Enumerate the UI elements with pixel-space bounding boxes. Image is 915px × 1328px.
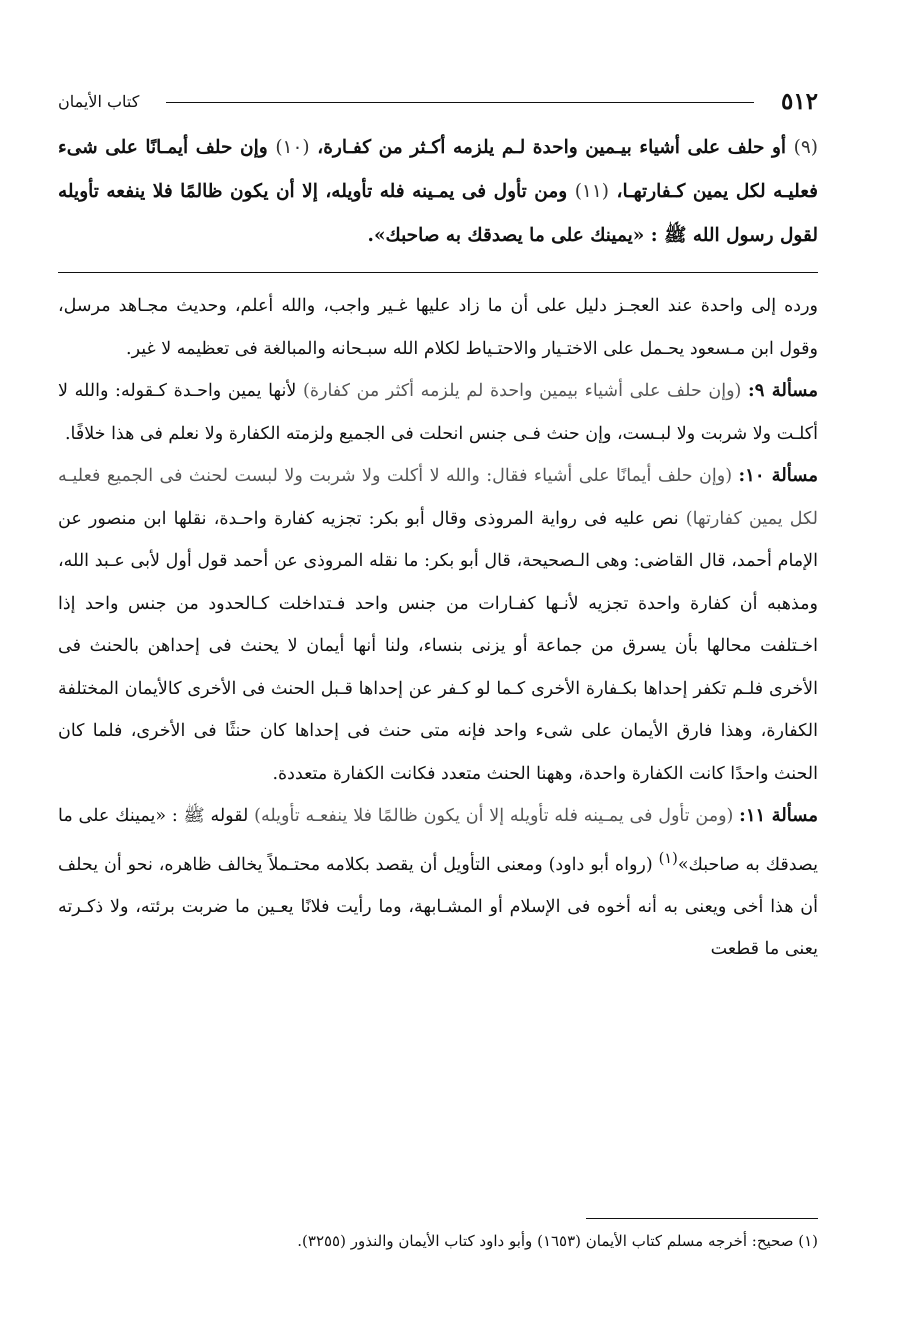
- masala-9-label: مسألة ٩:: [748, 380, 819, 401]
- matn-text: [58, 126, 818, 258]
- masala-10-text: نص عليه فى رواية المروذى وقال أبو بكر: تجزيه كفارة واحـدة، نقلها ابن منصور عن الإمام أحمد، قال القاضى: وهى الـصحيحة، قال أبو بكر: ما نقله المروذى عن أحمد قول أول لأبى عـبد الله، ومذهبه أن كفارة واحدة تجزيه لأنـها كفـارات من جنس واحد فـتداخلت كـالحدود من جنس واحد إذا اخـتلفت محالها بأن يسرق من جماعة أو يزنى بنساء، ولنا أنها أيمان لا يحنث فى إحداهن بالحنث فى الأخرى فلـم تكفر إحداها بكـفارة الأخرى كـما لو كـفر عن إحداها قـبل الحنث فى الأخرى كالأيمان المختلفة الكفارة، وهذا فارق الأيمان على شىء واحد فإنه متى حنث فى إحداها كان حنثًا فى الأخرى، فلما كان الحنث واحدًا كانت الكفارة واحدة، وههنا الحنث متعدد فكانت الكفارة متعددة.: [58, 508, 818, 784]
- masala-10-quote: (وإن حلف أيمانًا على أشياء فقال: والله لا أكلت ولا شربت ولا لبست لحنث فى الجميع فعليـه لكل يمين كفارتها): [58, 466, 818, 529]
- masala-9-text: لأنها يمين واحـدة كـقوله: والله لا أكلـت ولا شربت ولا لبـست، وإن حنث فـى جنس انحلت فى الجميع ولزمته الكفارة ولا نعلم فى هذا خلافًا.: [58, 381, 818, 444]
- page-number: ٥١٢: [780, 88, 818, 115]
- masala-11-text-a: لقوله ﷺ : «يمينك على ما يصدقك به صاحبك»: [58, 806, 818, 875]
- footnote-rule: [586, 1218, 818, 1219]
- masala-9-quote: (وإن حلف على أشياء بيمين واحدة لم يلزمه أكثر من كفارة): [303, 381, 742, 401]
- paragraph-continuation: ورده إلى واحدة عند العجـز دليل على أن ما زاد عليها غـير واجب، والله أعلم، وحديث مجـاهد مرسل، وقول ابن مـسعود يحـمل على الاختـيار والاحتـياط لكلام الله سبـحانه والمبالغة فى تعظيمه لا غير.: [58, 296, 818, 359]
- masala-11: [58, 795, 818, 971]
- masala-10: [58, 455, 818, 795]
- matn-separator: [58, 272, 818, 273]
- page-header: [58, 88, 818, 118]
- matn-number-10: (١٠): [275, 137, 310, 158]
- footnote: (١) صحيح: أخرجه مسلم كتاب الأيمان (١٦٥٣) وأبو داود كتاب الأيمان والنذور (٣٢٥٥).: [297, 1232, 818, 1250]
- running-title: كتاب الأيمان: [58, 92, 140, 111]
- masala-11-text-b: (رواه أبو داود) ومعنى التأويل أن يقصد بكلامه محتـملاً يخالف ظاهره، نحو أن يحلف أن هذا أخى ويعنى به أنه أخوه فى الإسلام أو المشـابهة، وما رأيت فلانًا يعـين ما ضربت برئته، ولا ذكـرته يعنى ما قطعت: [58, 854, 818, 960]
- masala-11-label: مسألة ١١:: [739, 805, 818, 826]
- matn-clause-10: وإن حلف أيمـانًا على شىء فعليـه لكل يمين كـفارتهـا،: [58, 137, 818, 202]
- masala-9: [58, 370, 818, 455]
- masala-11-quote: (ومن تأول فى يمـينه فله تأويله إلا أن يكون ظالمًا فلا ينفعـه تأويله): [254, 806, 734, 826]
- masala-10-label: مسألة ١٠:: [738, 465, 818, 486]
- matn-clause-9: أو حلف على أشياء بيـمين واحدة لـم يلزمه أكـثر من كفـارة،: [317, 137, 787, 158]
- matn-number-11: (١١): [574, 181, 609, 202]
- matn-clause-11: ومن تأول فى يمـينه فله تأويله، إلا أن يكون ظالمًا فلا ينفعه تأويله لقول رسول الله ﷺ : «يمينك على ما يصدقك به صاحبك».: [58, 181, 818, 246]
- footnote-reference: (١): [658, 849, 678, 867]
- matn-number-9: (٩): [793, 137, 819, 158]
- commentary: [58, 285, 818, 971]
- header-rule: [166, 102, 754, 103]
